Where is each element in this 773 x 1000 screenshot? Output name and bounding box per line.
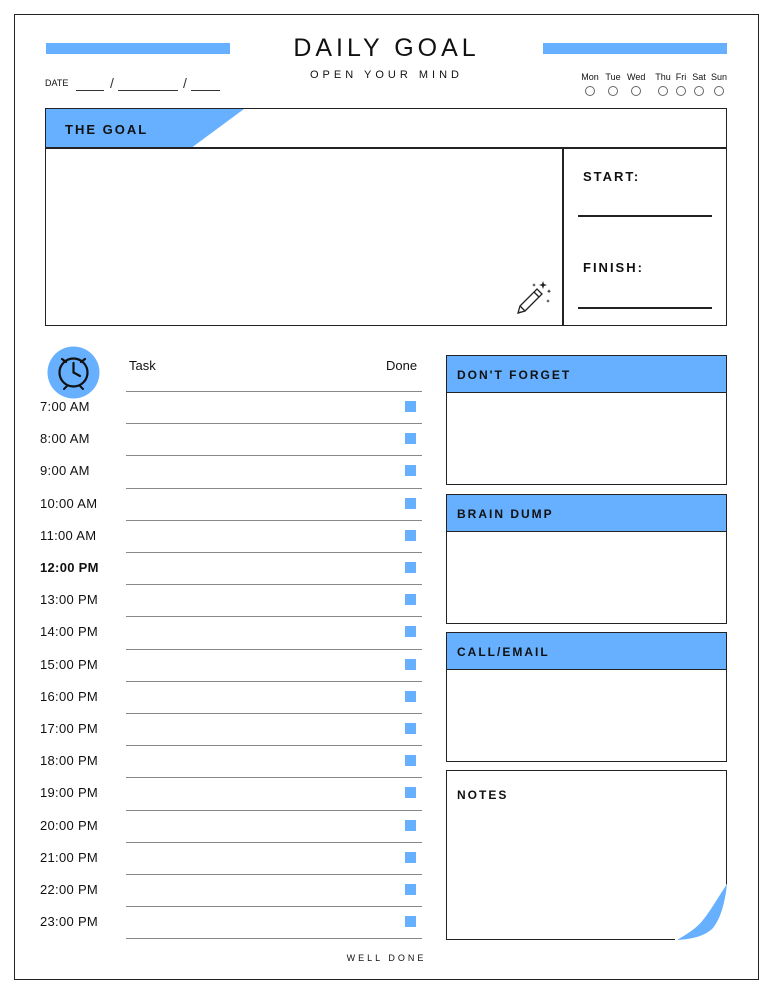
weekday-label: Thu — [655, 72, 671, 82]
task-row-line[interactable] — [126, 488, 422, 489]
time-slot-label: 9:00 AM — [40, 463, 90, 479]
time-slot-label: 23:00 PM — [40, 914, 99, 930]
goal-label: THE GOAL — [65, 122, 149, 137]
pencil-sparkle-icon — [512, 279, 552, 319]
done-checkbox[interactable] — [405, 820, 416, 831]
time-slot-label: 17:00 PM — [40, 721, 99, 736]
dont-forget-label: DON'T FORGET — [457, 368, 572, 382]
brain-dump-header — [447, 495, 726, 532]
task-row-line[interactable] — [126, 713, 422, 714]
task-row-line[interactable] — [126, 874, 422, 875]
dont-forget-box[interactable] — [446, 355, 727, 485]
time-slot-label: 14:00 PM — [40, 624, 99, 640]
time-slot-label: 22:00 PM — [40, 882, 99, 897]
time-slot-label: 12:00 PM — [40, 560, 99, 575]
done-checkbox[interactable] — [405, 498, 416, 509]
task-column-header: Task — [129, 358, 156, 373]
done-checkbox[interactable] — [405, 433, 416, 444]
weekday-circle[interactable] — [585, 86, 595, 96]
footer-text: WELL DONE — [346, 953, 427, 963]
weekday-fri[interactable] — [672, 72, 690, 96]
weekday-label: Wed — [627, 72, 646, 82]
weekday-wed[interactable] — [627, 72, 645, 96]
notes-box[interactable] — [446, 770, 727, 940]
notes-label: NOTES — [457, 788, 509, 802]
weekday-tue[interactable] — [604, 72, 622, 96]
date-month-field[interactable] — [118, 90, 178, 91]
done-checkbox[interactable] — [405, 852, 416, 863]
done-column-header: Done — [386, 358, 418, 373]
done-checkbox[interactable] — [405, 916, 416, 927]
clock-icon — [47, 346, 100, 399]
page-title: DAILY GOAL — [293, 34, 480, 62]
weekday-label: Sun — [710, 72, 727, 82]
task-row-line[interactable] — [126, 842, 422, 843]
time-slot-label: 13:00 PM — [40, 592, 99, 608]
date-label: DATE — [45, 78, 69, 88]
time-slot-label: 16:00 PM — [40, 688, 99, 704]
task-row-line[interactable] — [126, 391, 422, 392]
weekday-circle[interactable] — [631, 86, 641, 96]
task-row-line[interactable] — [126, 584, 422, 585]
weekday-circle[interactable] — [714, 86, 724, 96]
finish-label: FINISH: — [583, 260, 644, 275]
done-checkbox[interactable] — [405, 626, 416, 637]
brain-dump-box[interactable] — [446, 494, 727, 624]
goal-header-divider — [46, 147, 726, 149]
page-curl-icon — [675, 884, 727, 940]
time-slot-label: 18:00 PM — [40, 753, 99, 769]
start-label: START: — [583, 169, 641, 184]
title-accent-bar-left — [46, 43, 230, 54]
task-row-line[interactable] — [126, 552, 422, 553]
time-slot-label: 8:00 AM — [40, 431, 90, 447]
time-slot-label: 21:00 PM — [40, 849, 99, 865]
done-checkbox[interactable] — [405, 562, 416, 573]
done-checkbox[interactable] — [405, 594, 416, 605]
done-checkbox[interactable] — [405, 659, 416, 670]
finish-field[interactable] — [578, 307, 712, 309]
weekday-label: Sat — [692, 72, 706, 82]
call-email-box[interactable] — [446, 632, 727, 762]
task-row-line[interactable] — [126, 745, 422, 746]
date-separator: / — [183, 75, 187, 91]
task-row-line[interactable] — [126, 810, 422, 811]
dont-forget-header — [447, 356, 726, 393]
weekday-sat[interactable] — [690, 72, 708, 96]
weekday-circle[interactable] — [658, 86, 668, 96]
task-row-line[interactable] — [126, 938, 422, 939]
date-separator: / — [110, 75, 114, 91]
time-slot-label: 11:00 AM — [40, 527, 97, 543]
task-row-line[interactable] — [126, 906, 422, 907]
task-row-line[interactable] — [126, 616, 422, 617]
weekday-circle[interactable] — [608, 86, 618, 96]
done-checkbox[interactable] — [405, 723, 416, 734]
weekday-mon[interactable] — [581, 72, 599, 96]
page-subtitle: OPEN YOUR MIND — [310, 69, 463, 81]
goal-vertical-divider — [562, 147, 564, 325]
time-slot-label: 19:00 PM — [40, 785, 99, 801]
done-checkbox[interactable] — [405, 465, 416, 476]
done-checkbox[interactable] — [405, 884, 416, 895]
done-checkbox[interactable] — [405, 691, 416, 702]
time-slot-label: 7:00 AM — [40, 399, 90, 414]
time-slot-label: 20:00 PM — [40, 817, 99, 833]
date-day-field[interactable] — [76, 90, 104, 91]
goal-box — [45, 108, 727, 326]
weekday-label: Fri — [675, 72, 687, 82]
time-slot-label: 15:00 PM — [40, 656, 99, 672]
weekday-thu[interactable] — [654, 72, 672, 96]
done-checkbox[interactable] — [405, 787, 416, 798]
weekday-sun[interactable] — [710, 72, 728, 96]
task-row-line[interactable] — [126, 777, 422, 778]
date-year-field[interactable] — [191, 90, 220, 91]
task-row-line[interactable] — [126, 423, 422, 424]
start-field[interactable] — [578, 215, 712, 217]
weekday-label: Tue — [605, 72, 621, 82]
done-checkbox[interactable] — [405, 530, 416, 541]
task-row-line[interactable] — [126, 520, 422, 521]
weekday-circle[interactable] — [694, 86, 704, 96]
task-row-line[interactable] — [126, 455, 422, 456]
task-row-line[interactable] — [126, 681, 422, 682]
call-email-header — [447, 633, 726, 670]
task-row-line[interactable] — [126, 649, 422, 650]
done-checkbox[interactable] — [405, 755, 416, 766]
weekday-circle[interactable] — [676, 86, 686, 96]
title-accent-bar-right — [543, 43, 727, 54]
weekday-label: Mon — [581, 72, 599, 82]
call-email-label: CALL/EMAIL — [457, 645, 550, 659]
done-checkbox[interactable] — [405, 401, 416, 412]
time-slot-label: 10:00 AM — [40, 495, 98, 511]
brain-dump-label: BRAIN DUMP — [457, 507, 554, 521]
